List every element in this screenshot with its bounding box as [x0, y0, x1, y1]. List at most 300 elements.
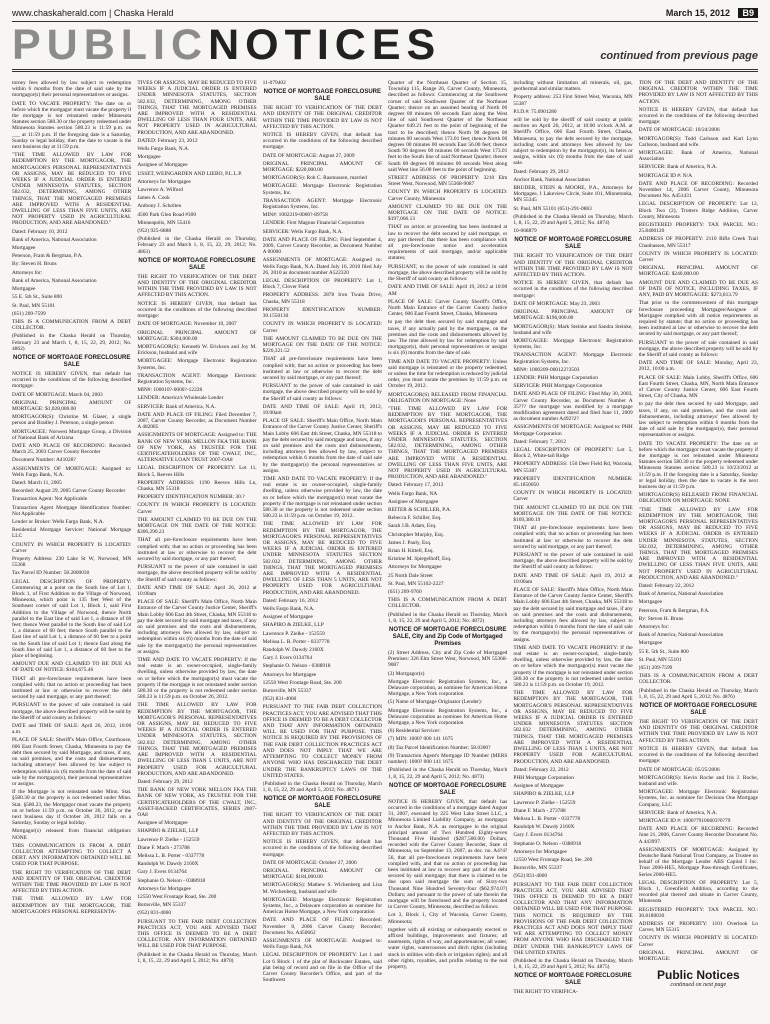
notice-paragraph: TRANSACTION AGENT: Mortgage Electronic Registration Systems, Inc.: [513, 352, 633, 365]
notice-paragraph: SHAPIRO & ZIELKE, LLP: [513, 791, 575, 798]
notice-paragraph: THIS COMMUNICATION IS FROM A DEBT COLLECTOR ATTEMPTING TO COLLECT A DEBT. ANY INFORMATION OBTAINED WILL BE USED FOR THAT PURPOSE.: [12, 842, 132, 868]
notice-paragraph: 12550 West Frontage Road, Ste. 200: [137, 893, 217, 900]
notice-paragraph: Peterson, Fram & Bergman, P.A.: [12, 253, 83, 260]
notice-paragraph: THE AMOUNT CLAIMED TO BE DUE ON THE MORTGAGE ON THE DATE OF THE NOTICE: $169,380.19: [513, 504, 633, 523]
notice-paragraph: LENDER: America's Wholesale Lender: [137, 395, 224, 402]
notice-paragraph: PROPERTY ADDRESS: 1190 Reeves Hills Ln, Chaska, MN 55318: [137, 479, 257, 492]
notice-column-2: [137, 80, 256, 1016]
notice-paragraph: THAT no action or proceeding has been instituted at law to recover the debt secured by said mortgage, or any part thereof; that there has been compliance with all pre-foreclosure notice and acceleration requirements of said mortgage, and/or applicable statutes;: [388, 224, 508, 262]
notice-paragraph: DATE AND TIME OF SALE: April 19, 2012 at 10:00 AM: [388, 284, 508, 297]
notice-paragraph: Diane F. Mach - 273788: [137, 844, 190, 851]
notice-paragraph: THIS IS A COMMUNICATION FROM A DEBT COLLECTOR.: [12, 318, 132, 332]
notice-paragraph: DATE AND PLACE OF RECORDING: Recorded November 14, 2006 Carver County, Minnesota Document No. A451431: [638, 180, 758, 200]
notice-paragraph: USSET, WEINGARDEN AND LIEBO, P.L.L.P.: [137, 170, 242, 177]
notice-paragraph: NOTICE IS HEREBY GIVEN, that default has occurred in the conditions of the following described mortgage:: [638, 745, 758, 765]
section-masthead: [12, 21, 758, 72]
notice-paragraph: Christopher Murphy, Esq.: [388, 531, 444, 538]
notice-paragraph: St. Paul, MN 55102-2227: [388, 580, 444, 587]
notice-paragraph: ASSIGNMENTS OF MORTGAGE: Assigned to: Wells Fargo Bank, N.A. Dated July 16, 2010 filed July 26, 2010 as document number A522320: [262, 257, 382, 276]
notice-paragraph: TIVES OR ASSIGNS, MAY BE REDUCED TO FIVE WEEKS IF A JUDICIAL ORDER IS ENTERED UNDER MINNESOTA STATUTES, SECTION 582.032, DETERMINING, AMONG OTHER THINGS, THAT THE MORTGAGED PREMISES ARE IMPROVED WITH A RESIDENTIAL DWELLING OF LESS THAN FOUR UNITS, ARE NOT PROPERTY USED IN AGRICULTURAL PRODUCTION, AND ARE ABANDONED.: [137, 80, 257, 136]
notice-paragraph: 10-068879: [513, 228, 537, 235]
notice-column-3: [263, 80, 382, 1016]
notice-paragraph: Bank of America, National Association: [12, 277, 97, 284]
notice-paragraph: Dated: February 22, 2012: [638, 583, 695, 590]
notice-paragraph: ASSIGNMENTS OF MORTGAGE: Assigned to: THE BANK OF NEW YORK MELLON FKA THE BANK OF NEW YORK, AS TRUSTEE FOR THE CERTIFICATEHOLDERS OF THE CWALT, INC., ALTERNATIVE LOAN TRUST 2007-OA8: [137, 432, 257, 464]
continued-note: continued from previous page: [600, 50, 758, 62]
notice-paragraph: THE RIGHT TO VERIFICATION OF THE DEBT AND IDENTITY OF THE ORIGINAL CREDITOR WITHIN THE TIME PROVIDED BY LAW IS NOT AFFECTED BY THIS ACTION.: [513, 253, 633, 279]
notice-paragraph: COUNTY IN WHICH PROPERTY IS LOCATED: Carver: [638, 935, 758, 948]
notice-paragraph: DATE OF MORTGAGE: 05/25/2006: [638, 766, 720, 773]
notice-paragraph: LEGAL DESCRIPTION OF PROPERTY: Lot 5, Block 1, Greenfield Addition, according to the recorded plat thereof and situate in Carver County, Minnesota: [638, 879, 758, 905]
notice-paragraph: REITER & SCHILLER, P.A.: [388, 507, 452, 513]
notice-paragraph: MORTGAGEE: Mortgage Electronic Registration Systems, Inc. as nominee for Decision One Mortgage Company, LLC: [638, 789, 758, 808]
notice-paragraph: Attorneys for Mortgagee: [137, 885, 191, 892]
notice-paragraph: THE AMOUNT CLAIMED TO BE DUE ON THE MORTGAGE ON THE DATE OF THE NOTICE: $226,321.52: [262, 335, 382, 355]
notice-paragraph: LEGAL DESCRIPTION OF PROPERTY: Lot 1, Block 7, Clover Field: [262, 278, 382, 291]
notice-paragraph: 55 E. 5th St., Suite 800: [638, 648, 689, 655]
notice-paragraph: Mortgagee: [638, 599, 663, 606]
notice-paragraph: (952) 831-4060: [262, 696, 297, 703]
notice-paragraph: Attorneys for Mortgagee: [137, 178, 191, 185]
notice-paragraph: "THE TIME ALLOWED BY LAW FOR REDEMPTION BY THE MORTGAGOR, THE MORTGAGOR'S PERSONAL REPRESENTATIVES OR ASSIGNS, MAY BE REDUCED TO FIVE WEEKS IF A JUDICIAL ORDER IS ENTERED UNDER MINNESOTA STATUTES, SECTION 582.032, DETERMINING, AMONG OTHER THINGS, THAT THE MORTGAGED PREMISES ARE IMPROVED WITH A RESIDENTIAL DWELLING OF LESS THAN FIVE UNITS, ARE NOT PROPERTY USED IN AGRICULTURAL PRODUCTION, AND ARE ABANDONED.": [388, 405, 508, 481]
notice-paragraph: 12550 West Frontage Road, Ste. 200: [262, 679, 342, 686]
notice-paragraph: COUNTY IN WHICH PROPERTY IS LOCATED: Carver: [262, 321, 382, 334]
notice-paragraph: Assignee of Mortgagee: [137, 162, 188, 169]
notice-paragraph: THAT all pre-foreclosure requirements have been complied with; that no action or proceeding has been instituted at law or otherwise to recover the debt secured by said mortgage, or any part thereof;: [137, 537, 257, 562]
notice-paragraph: St. Paul, MN 55101: [12, 302, 55, 309]
notice-paragraph: (Published in the Chaska Herald on Thursday, February 23 and March 1, 8, 15, 22, 29, 2012; No. 4862): [12, 333, 132, 352]
notice-column-6: [639, 80, 758, 1016]
notice-paragraph: ORIGINAL PRINCIPAL AMOUNT OF MORTGAGE: $196,000.00: [513, 309, 633, 322]
notice-paragraph: (9) Transaction Agent's Mortgage ID Number (MERS number): 1000? 000 141 1675: [388, 752, 508, 766]
notice-paragraph: Stephanie O. Nelson - 0388918: [137, 877, 206, 884]
notice-paragraph: Mortgagee: [12, 245, 36, 252]
notice-paragraph: Dated: March 11, 2005: [12, 479, 62, 486]
notice-paragraph: (651) 209-9760: [388, 589, 422, 596]
notice-paragraph: PURSUANT to the power of sale contained in said mortgage, the above described property will be sold by the Sheriff of said county as follows:: [513, 552, 633, 571]
notice-paragraph: Transaction Agent: Not Applicable: [12, 496, 88, 503]
notice-paragraph: ADDRESS OF PROPERTY: 2110 Rifle Creek Trail Chanhassen, MN 55317: [638, 236, 758, 249]
notice-paragraph: (Published in the Chaska Herald on Thursday, March 1, 8, 15, 22, 29 and April 5, 2012; No. 4871): [262, 780, 382, 794]
notice-paragraph: MIN#: 100010?-0000?-12228: [137, 387, 203, 394]
notice-paragraph: ADDRESS OF PROPERTY: 1101 Overlook Ln Carver, MN 55315: [638, 920, 758, 934]
notice-paragraph: DATE OF MORTGAGE: May 23, 2003: [513, 300, 600, 307]
notice-paragraph: Dated: February 7, 2012: [513, 438, 567, 445]
notice-paragraph: Wells Fargo Bank, N.A.: [137, 146, 190, 153]
notice-paragraph: SERVICER: PHH Mortgage Corporation: [513, 383, 603, 390]
notice-paragraph: By: Steven H. Bruns: [638, 615, 684, 622]
notice-paragraph: Dated: February 10, 2012: [12, 228, 68, 235]
section-title-prefix: PUBLIC: [12, 21, 209, 69]
public-notices-footer: [639, 968, 758, 988]
notice-paragraph: Lawrence A. Wilford: [137, 187, 183, 194]
notice-paragraph: Sarah J.B. Adam, Esq.: [388, 523, 437, 530]
notice-paragraph: PURSUANT TO THE FAIR DEBT COLLECTION PRACTICES ACT, YOU ARE ADVISED THAT THIS OFFICE IS DEEMED TO BE A DEBT COLLECTOR. ANY INFORMATION OBTAINED WILL BE USED FOR THAT PURPOSE.: [137, 918, 257, 950]
notice-paragraph: Dated: February 29, 2012: [513, 168, 569, 175]
notice-paragraph: MORTGAGOR(S) RELEASED FROM FINANCIAL OBLIGATION ON MORTGAGE: NONE: [638, 492, 758, 505]
notice-paragraph: PURSUANT TO THE FAIR DEBT COLLECTION PRACTICES ACT, YOU ARE ADVISED THAT THIS OFFICE IS DEEMED TO BE A DEBT COLLECTOR AND THAT ANY INFORMATION OBTAINED WILL BE USED FOR THAT PURPOSE. THIS NOTICE IS REQUIRED BY THE PROVISIONS OF THE FAIR DEBT COLLECTION PRACTICES ACT AND DOES NOT IMPLY THAT WE ARE ATTEMPTING TO COLLECT MONEY FROM ANYONE WHO HAS DISCHARGED THE DEBT UNDER THE BANKRUPTCY LAWS OF THE UNITED STATES.: [513, 881, 633, 956]
notice-paragraph: MORTGAGEE: Mortgage Electronic Registration Systems, Inc.: [137, 358, 257, 371]
notice-paragraph: Rebecca F. Schiller, Esq.: [388, 515, 442, 522]
notice-paragraph: SHAPIRO & ZIELKE, LLP: [262, 622, 324, 629]
notice-paragraph: THE TIME ALLOWED BY LAW FOR REDEMPTION BY THE MORTGAGOR, THE MORTGAGOR'S PERSONAL REPRESENTATIVES OR ASSIGNS, MAY BE REDUCED TO FIVE WEEKS IF A JUDICIAL ORDER IS ENTERED UNDER MINNESOTA STATUTES, SECTION 582.032 DETERMINING, AMONG OTHER THINGS, THAT THE MORTGAGED PREMISES ARE IMPROVED WITH A RESIDENTIAL DWELLING OF LESS THAN 5 UNITS, ARE NOT PROPERTY USED FOR AGRICULTURAL PRODUCTION, AND ARE ABANDONED.: [137, 702, 257, 777]
notice-paragraph: Melissa L. B. Porter - 0337778: [137, 852, 205, 859]
notice-paragraph: THE AMOUNT CLAIMED TO BE DUE ON THE MORTGAGE ON THE DATE OF THE NOTICE: $306,290.23: [137, 516, 257, 536]
notice-paragraph: COUNTY IN WHICH PROPERTY IS LOCATED: Carver: [137, 502, 257, 515]
notice-paragraph: Gary J. Evers 0134764: [262, 655, 313, 662]
notice-paragraph: DATE TO VACATE PROPERTY: The date on or before which the mortgagor must vacate the property if the mortgage is not reinstated under Minnesota Statutes section 580.30 or the property redeemed under Minnesota Statutes section 580.23 is 10/23/2012 at 11:59 p.m. If the foregoing date is a Saturday, Sunday or legal holiday, then the date to vacate is the next business day at 11:59 p.m.: [638, 440, 758, 490]
page-header: [12, 6, 758, 20]
notice-paragraph: Attorneys for Mortgagee: [262, 671, 317, 678]
notice-paragraph: DATE OF MORTGAGE: March 04, 2003: [12, 391, 103, 398]
notice-paragraph: PROPERTY IDENTIFICATION NUMBER: 30.?: [137, 494, 245, 501]
notice-paragraph: Dated: February 17, 2012: [388, 482, 444, 489]
notice-paragraph: MORTGAGEE: Mortgage Electronic Registration Systems, Inc.: [262, 183, 382, 196]
notice-paragraph: TIME AND DATE TO VACATE PROPERTY: If the real estate is an owner-occupied, single-family dwelling, unless otherwise provided by law, the date on or before which the mortgagor(s) must vacate the property if the mortgage is not reinstated under section 580.30 or the property is not redeemed under section 580.23 is 11:59 p.m. on October 19, 2012.: [262, 475, 382, 520]
notice-heading: NOTICE OF MORTGAGE FORECLOSURE SALE: [388, 782, 507, 796]
notice-paragraph: Attorneys for:: [12, 269, 43, 276]
notice-paragraph: Anchor Bank, National Association: [513, 176, 590, 183]
notice-paragraph: DATE AND PLACE OF RECORDING: Recorded June 21, 2006, Carver County Recorder Document No. A 443997.: [638, 826, 758, 845]
notice-paragraph: Property address: 253 First Street West, Waconia, MN 55387: [513, 94, 633, 107]
notice-paragraph: (952) 831-4060: [513, 873, 548, 880]
notice-heading: NOTICE OF MORTGAGE FORECLOSURE SALE: [12, 354, 131, 368]
notice-paragraph: SERVICER: Bank of America, N.A.: [638, 809, 718, 816]
notice-paragraph: TIME AND DATE TO VACATE PROPERTY: Unless said mortgage is reinstated or the property redeemed, or unless the time for redemption is reduced by judicial order, you must vacate the premises by 11:59 p.m. on October 19, 2012.: [388, 358, 508, 390]
notice-paragraph: Dated: February 16, 2012: [262, 597, 319, 604]
notice-paragraph: Melissa L. B. Porter - 0337778: [262, 638, 330, 645]
notice-paragraph: DATE OF MORTGAGE: August 27, 2009: [262, 152, 355, 159]
notice-paragraph: DATED: February 23, 2012: [137, 137, 198, 144]
notice-paragraph: PLACE OF SALE: Main Lobby, Sheriff's Office, 606 East Fourth Street, Chaska, MN, North Main Entrance of Carver County Justice Center, 606 East Fourth Street, City of Chaska, MN: [638, 374, 758, 400]
notice-paragraph: Mortgagee: [638, 640, 663, 647]
notice-paragraph: Burnsville, MN 55337: [262, 688, 312, 695]
notice-paragraph: Bank of America, National Association: [638, 632, 724, 639]
notice-paragraph: Quarter of the Northeast Quarter of Section 15, Township 115, Range 26, Carver County, Minnesota, described as follows: Commencing at the Southwest corner of said Southwest Quarter of the Northeast Quarter; thence on an assumed bearing of North 00 degrees 00 minutes 00 seconds East along the West line of said Southwest Quarter of the Northeast Quarter 649.21 feet to the point of beginning of the tract to be described; thence North 90 degrees 00 minutes 00 seconds West 173.01 feet; thence North 00 degrees 00 minutes 00 seconds East 56.00 feet; thence South 90 degrees 00 minutes 00 seconds West 173.01 feet to the South line of said Northeast Quarter; thence South 00 degrees 00 minutes 00 seconds West along said West line 56.00 feet to the point of beginning.: [388, 80, 508, 173]
notice-paragraph: REGISTERED PROPERTY: TAX PARCEL NO.: 25.8400120: [638, 222, 758, 235]
notice-paragraph: PROPERTY IDENTIFICATION NUMBER: 85.1850050: [513, 475, 633, 488]
notice-paragraph: Wells Fargo Bank, N.A.: [262, 606, 315, 613]
notice-paragraph: THE TIME ALLOWED BY LAW FOR REDEMPTION BY THE MORTGAGOR, THE MORTGAGOR'S PERSONAL REPRESENTATIVES OR ASSIGNS, MAY BE REDUCED TO FIVE WEEKS IF A JUDICIAL ORDER IS ENTERED UNDER MINNESOTA STATUTES SECTION 582.032 DETERMINING, AMONG OTHER THINGS, THAT THE MORTGAGED PREMISES ARE IMPROVED WITH A RESIDENTIAL DWELLING OF LESS THAN 5 UNITS, ARE NOT PROPERTY USED FOR AGRICULTURAL PRODUCTION, AND ARE ABANDONED.: [262, 521, 382, 596]
notice-paragraph: THAT all pre-foreclosure requirements have been complied with; that no action or proceeding has been instituted at law or otherwise to recover the debt secured by said mortgage, or any part thereof;: [12, 675, 132, 701]
notice-paragraph: Assignee of Mortgagee: [513, 783, 564, 790]
notice-paragraph: AMOUNT CLAIMED TO BE DUE ON THE MORTGAGE ON THE DATE OF NOTICE: $197,066.13: [388, 203, 508, 223]
notice-paragraph: Anthony J. Scholten: [137, 203, 182, 210]
notice-paragraph: St. Paul, MN 55101 (651)-291-0883: [513, 205, 592, 212]
notice-paragraph: Randolph W. Dawdy 2160X: [137, 861, 199, 868]
notice-paragraph: PURSUANT to the power of sale contained in said mortgage, the above described property will be sold by the Sheriff of said county as follows:: [137, 564, 257, 583]
notice-paragraph: 4500 Park Glen Road #300: [137, 211, 197, 218]
notice-paragraph: PROPERTY ADDRESS: 2878 Iron Twain Drive, Chaska, MN 55318: [262, 292, 382, 305]
notice-paragraph: THIS IS A COMMUNICATION FROM A DEBT COLLECTOR.: [638, 673, 758, 686]
notice-paragraph: Diane F. Mach - 273788: [513, 807, 566, 814]
notice-paragraph: NOTICE IS HEREBY GIVEN, that default has occurred in the conditions of the following described mortgage:: [513, 280, 633, 299]
notice-paragraph: Lender or Broker: Wells Fargo Bank, N.A.: [12, 518, 105, 525]
notice-paragraph: THE TIME ALLOWED BY LAW FOR REDEMPTION BY THE MORTGAGOR, THE MORTGAGOR'S PERSONAL REPRESENTA-: [12, 896, 132, 915]
notice-paragraph: Lawrence P. Zielke - 152559: [262, 630, 325, 637]
notice-paragraph: James J. Pauly, Esq.: [388, 539, 432, 546]
notice-paragraph: MORTGAGOR(S) RELEASED FROM FINANCIAL OBLIGATION ON MORTGAGE: None: [388, 391, 508, 404]
notice-paragraph: MIN#: 1000209-000122?3503: [513, 366, 580, 373]
notice-paragraph: Bank of America, National Association: [638, 591, 724, 598]
notice-paragraph: PLACE OF SALE: Carver County Sheriff's Office, North Main Entrance of the Carver County Justice Center, 606 East Fourth Street, Chaska, Minnesota: [388, 298, 508, 318]
notice-paragraph: 12550 West Frontage Road, Ste. 200: [513, 856, 593, 863]
notice-paragraph: MORTGAGE ID #: 1000?79100603?0?79: [638, 817, 731, 824]
notice-paragraph: THE RIGHT TO VERIFICATION OF THE DEBT AND IDENTITY OF THE ORIGINAL CREDITOR WITHIN THE TIME PROVIDED BY LAW IS NOT AFFECTED BY THIS ACTION.: [638, 719, 758, 744]
notice-paragraph: TIME AND DATE TO VACATE PROPERTY: If the real estate is an owner-occupied, single-family dwelling, unless otherwise provided by law, the date on or before which the mortgagor(s) must vacate the property if the mortgage is not reinstated under section 580.30 or the property is not redeemed under section 580.23 is 11:59 p.m. on October 26, 2012.: [137, 657, 257, 701]
notice-paragraph: Gary J. Evers 0134764: [137, 869, 187, 876]
notice-paragraph: Assignee of Mortgagee: [388, 498, 439, 505]
notice-paragraph: NOTICE IS HEREBY GIVEN, that default has occurred in the conditions of the following described mortgage:: [137, 300, 257, 320]
notice-paragraph: Tax Parcel ID Number: 58.2800030: [12, 570, 90, 577]
notice-paragraph: 25 North Dale Street: [388, 572, 433, 579]
notice-paragraph: REGISTERED PROPERTY: TAX PARCEL NO.: 30.8180030: [638, 906, 758, 919]
notice-paragraph: MORTGAGOR(S): Rob C. Rasmussen, married: [262, 175, 367, 182]
notice-paragraph: Randolph W. Dawdy 2160X: [513, 824, 575, 831]
notice-paragraph: James A. Cook: [137, 195, 170, 202]
notice-paragraph: PROPERTY ADDRESS: 150 Deer Field Rd, Waconia, MN 55387: [513, 461, 633, 474]
notice-paragraph: ORIGINAL PRINCIPAL AMOUNT OF MORTGAGE: $184,000.00: [262, 867, 382, 881]
notice-paragraph: Property Address: 230 Lake St W, Norwood, MN 55368: [12, 556, 132, 569]
notice-paragraph: DATE and TIME OF SALE: April 26, 2012, 10:00 a.m.: [12, 723, 132, 736]
notice-paragraph: TION OF THE DEBT AND IDENTITY OF THE ORIGINAL CREDITOR WITHIN THE TIME PROVIDED BY LAW IS NOT AFFECTED BY THIS ACTION.: [638, 80, 758, 105]
notice-paragraph: LEGAL DESCRIPTION OF PROPERTY: Commencing at a point on the South line of Lot 1, Block 1, of First Addition to the Village of Norwood, Minnesota, which point is 135 feet West of the Southeast corner of said Lot 1, Block 1, said First Addition to the Village of Norwood, thence North parallel to the East line of said Lot 1, a distance of 60 feet; thence West parallel to the South line of said Lot 1, a distance of 60 feet; thence South parallel to the East line of said Lot 1, a distance of 60 feet to a point on the South line of said Lot 1; thence East along the South line of said Lot 1, a distance of 60 feet to the place of beginning.: [12, 578, 132, 660]
notice-paragraph: Gary J. Evers 0134764: [513, 832, 563, 839]
notice-paragraph: AMOUNT DUE AND CLAIMED TO BE DUE AS OF DATE OF NOTICE, INCLUDING TAXES, IF ANY, PAID BY MORTGAGEE: $273,813.79: [638, 279, 758, 299]
notice-heading: NOTICE OF MORTGAGE FORECLOSURE SALE: [514, 973, 632, 987]
notice-paragraph: DATE AND TIME OF SALE: April 26, 2012 at 10:00am: [137, 584, 257, 598]
notice-paragraph: Stephanie O. Nelson - 0388918: [262, 663, 331, 670]
notice-paragraph: ASSIGNMENTS OF MORTGAGE: Assigned by Deutsche Bank National Trust Company, as Trustee on behalf of the Mortgage Lender ABS Capital I Inc. Trust 2006-HE5, Mortgage Pass-through Certificates, Series 2006-HE5.: [638, 846, 758, 878]
notice-paragraph: DATE AND PLACE OF FILING: Filed December 7, 2007, Carver County Recorder, as Document Number A 482085: [137, 411, 257, 431]
notice-paragraph: COUNTY IN WHICH PROPERTY IS LOCATED: Carver County, Minnesota: [388, 189, 508, 202]
notice-paragraph: COUNTY IN WHICH PROPERTY IS LOCATED: Carver: [12, 541, 132, 554]
notice-paragraph: PURSUANT, to the power of sale contained in said mortgage, the above described property will be sold by the Sheriff of said county as follows:: [388, 263, 508, 283]
notice-paragraph: MORTGAGOR(S): Mark Steinke and Sandra Steinke, husband and wife: [513, 323, 633, 336]
notice-column-5: [513, 80, 632, 1016]
notice-paragraph: Residential Mortgage Servicer: National Mortgage LLC: [12, 527, 132, 540]
notice-paragraph: Attorneys for Mortgagee: [513, 848, 567, 855]
notice-paragraph: DATE AND TIME OF SALE: April 19, 2012 at 10:00am: [513, 572, 633, 585]
notice-paragraph: NOTICE IS HEREBY GIVEN, that default has occurred in the conditions of the following described mortgage:: [262, 839, 382, 858]
notice-paragraph: Mortgage Electronic Registration Systems, Inc., a Delaware corporation as nominee for American Home Mortgage, a New York corporation: [388, 707, 508, 727]
notice-paragraph: PHH Mortgage Corporation: [513, 774, 574, 781]
notice-paragraph: torney fees allowed by law subject to redemption within 6 months from the date of said sale by the mortgagor(s) their personal representatives or assigns.: [12, 80, 132, 99]
section-title-main: NOTICES: [208, 21, 442, 69]
notice-paragraph: MIN#: 1002219-0000?-89758: [262, 212, 328, 219]
notice-paragraph: DATE OF MORTGAGE: November 10, 2007: [137, 321, 237, 328]
notice-heading: NOTICE OF MORTGAGE FORECLOSURE SALE: [263, 89, 381, 103]
notice-paragraph: Wells Fargo Bank, NA: [388, 490, 438, 497]
notice-paragraph: DATE AND PLACE OF FILING: Recorded: November 8, 2006 Carver County Recorder; Document No. A450662: [262, 917, 382, 936]
notice-paragraph: to pay the debt then secured by said Mortgage, and taxes, if any, on said premises, and the costs and disbursements, including attorneys' fees allowed by law subject to redemption within 6 months from the date of said sale by the mortgagor(s), their personal representatives or assigns.: [638, 401, 758, 439]
notice-paragraph: TIME AND DATE TO VACATE PROPERTY: If the real estate is an owner-occupied, single-family dwelling, unless otherwise provided by law, the date on or before which the mortgagor(s) must vacate the property if the mortgage is not reinstated under section 580.30 or the property is not redeemed under section 580.23 is 11:59 p.m. on October 19, 2012.: [513, 644, 633, 689]
notice-paragraph: THAT all pre-foreclosure requirements have been complied with; that no action or proceeding has been instituted at law or otherwise to recover the debt secured by said mortgage, or any part thereof;: [262, 356, 382, 381]
notice-paragraph: Kristine M. Spiegelhoff, Esq.: [388, 556, 452, 563]
notice-paragraph: MORTGAGEE: Mortgage Electronic Registration Systems, Inc.: [513, 337, 633, 351]
notice-paragraph: Randolph W. Dawdy 2160X: [262, 647, 324, 654]
notice-paragraph: MORTGAGOR(S): Christine M. Glaser, a single person and Bradley J. Peterson, a single person: [12, 414, 132, 427]
notice-paragraph: PLACE OF SALE: Sheriff's Main Office, North Main Entrance of the Carver County Justice Center, Sheriff's Main Lobby 606 East 4th Street, Chaska, MN 55318 to pay the debt secured by said mortgage and taxes, if any on said premises and the costs and disbursements, including attorneys fees allowed by law, subject to redemption within six (6) months from the date of said sale by the mortgagor(s) the personal representatives or assigns.: [137, 599, 257, 655]
notice-paragraph: (651) 209-7599: [638, 665, 673, 672]
notice-paragraph: Brian H. Kittell, Esq.: [388, 548, 434, 555]
notice-paragraph: (7) MIN: 1000? 000 141 1675: [388, 736, 454, 743]
notice-paragraph: Assignee of Mortgagee: [262, 614, 313, 621]
notice-paragraph: will be sold by the sheriff of said county at public auction on April 26, 2012, at 10:00 o'clock A.M. at Sheriff's Office, 606 East Fourth Street, Chaska, Minnesota, to pay the debt secured by the mortgage, including costs and attorneys fees allowed by law subject to redemption by the mortgagor(s), its heirs or assigns, within six (6) months from the date of said sale.: [513, 117, 633, 167]
notice-paragraph: DATE AND TIME OF SALE: April 19, 2012, 10:00am: [262, 403, 382, 416]
notice-paragraph: (2) Street Address, City and Zip Code of Mortgaged Premises: 326 Elm Street West, Norwood, MN 55368-9087: [388, 650, 508, 669]
notice-paragraph: "THE TIME ALLOWED BY LAW FOR REDEMPTION BY THE MORTGAGOR, THE MORTGAGOR'S PERSONAL REPRESENTATIVES OR ASSIGNS, MAY BE REDUCED TO FIVE WEEKS IF A JUDICIAL ORDER IS ENTERED UNDER MINNESOTA STATUTES, SECTION 582.032, DETERMINING, AMONG OTHER THINGS, THAT THE MORTGAGED PREMISES ARE IMPROVED WITH A RESIDENTIAL DWELLING OF LESS THAN FIVE UNITS, ARE NOT PROPERTY USED IN AGRICULTURAL PRODUCTION, AND ARE ABANDONED.": [12, 152, 132, 227]
notice-paragraph: Mortgage Electronic Registration Systems, Inc., a Delaware corporation, as nominee for American Home Mortgage, a New York corporation: [388, 678, 508, 698]
notice-paragraph: ORIGINAL PRINCIPAL AMOUNT OF MORTGAGE: $220,000.00: [262, 160, 382, 174]
notice-paragraph: "THE TIME ALLOWED BY LAW FOR REDEMPTION BY THE MORTGAGOR, THE MORTGAGOR'S PERSONAL REPRESENTATIVES OR ASSIGNS, MAY BE REDUCED TO FIVE WEEKS IF A JUDICIAL ORDER IS ENTERED UNDER MINNESOTA STATUTES, SECTION 582.032, DETERMINING, AMONG OTHER THINGS, THAT THE MORTGAGED PREMISES ARE IMPROVED WITH A RESIDENTIAL DWELLING OF LESS THAN FIVE UNITS, ARE NOT PROPERTY USED IN AGRICULTURAL PRODUCTION, AND ARE ABANDONED.": [638, 506, 758, 581]
notice-paragraph: ORIGINAL PRINCIPAL AMOUNT OF MORTGAGE: $1,028,000.00: [12, 399, 132, 412]
page-number-badge: B9: [738, 8, 758, 18]
notice-paragraph: NOTICE IS HEREBY GIVEN, that default has occurred in the conditions of a mortgage dated August 31, 2007, executed by 225 West Lake Street LLC, a Minnesota Limited Liability Company, as mortgagor to Anchor Bank, N.A. as mortgagee in the original principal amount of Two Hundred Eighty-seven Thousand Five Hundred ($287,500.00) Dollars, recorded with the Carver County Recorder, State of Minnesota, on September 13, 2007, as doc. no. A4?4?56, that all pre-foreclosure requirements have been complied with, and that no action or proceeding has been instituted at law to recover any part of the debt secured by said mortgage; that there is claimed to be due upon said mortgage the sum of Sixty-two Thousand Nine Hundred Seventy-four ($62,974.07) Dollars; and pursuant to the power of sale therein the mortgage will be foreclosed and the property located in Carver County, Minnesota, described as follows:: [388, 798, 508, 911]
notice-paragraph: If the Mortgage is not reinstated under Minn. Stat. §580.30 or the property is not redeemed under Minn. Stat. §580.23, the Mortgagor must vacate the property on or before 11:59 p.m. on October 26, 2012, or the next business day if October 26, 2012 falls on a Saturday, Sunday or legal holiday.: [12, 789, 132, 827]
notice-paragraph: (6) Residential Servicer:: [388, 728, 441, 735]
notice-paragraph: (Published in the Chaska Herald on Thursday, March 1, 8, 15, 22, 29 and April 5, 2012; No. 4870): [137, 951, 257, 964]
notice-paragraph: THE RIGHT TO VERIFICATION OF THE DEBT AND IDENTITY OF THE ORIGINAL CREDITOR WITHIN THE TIME PROVIDED BY LAW IS NOT AFFECTED BY THIS ACTION.: [262, 812, 382, 837]
notice-paragraph: NOTICE IS HEREBY GIVEN, that default has occurred in the conditions of the following described mortgage:: [262, 132, 382, 151]
notice-paragraph: THE RIGHT TO VERIFICATION OF THE DEBT AND IDENTITY OF THE ORIGINAL CREDITOR WITHIN THE TIME PROVIDED BY LAW IS NOT AFFECTED BY THIS ACTION.: [137, 273, 257, 299]
notice-paragraph: DATE AND PLACE OF FILING: Filed May 30, 2003, Carver County Recorder, as Document Number A 35??? the mortgage was modified by a mortgage modification agreement dated and filed June 11, 2009 as document number A492?2?: [513, 391, 633, 423]
notice-paragraph: AMOUNT DUE AND CLAIMED TO BE DUE AS OF DATE OF NOTICE: $104,675.46: [12, 661, 132, 674]
notice-heading: NOTICE OF MORTGAGE FORECLOSURE SALE, City and Zip Code of Mortgaged Premises: [388, 627, 507, 648]
notice-paragraph: By: Steven H. Bruns: [12, 261, 57, 268]
notice-heading: NOTICE OF MORTGAGE FORECLOSURE SALE: [639, 703, 757, 717]
notice-paragraph: Assignee of Mortgagee: [137, 820, 188, 827]
section-title: [12, 23, 441, 67]
notice-paragraph: 55 E. 5th St., Suite 800: [12, 294, 63, 301]
notice-paragraph: (651) 209-7599: [12, 310, 46, 317]
notice-paragraph: Lawrence P. Zielke - 152559: [137, 836, 200, 843]
notice-paragraph: THE TIME ALLOWED BY LAW FOR REDEMPTION BY THE MORTGAGOR, THE MORTGAGOR'S PERSONAL REPRESENTATIVES OR ASSIGNS, MAY BE REDUCED TO FIVE WEEKS IF A JUDICIAL ORDER IS ENTERED UNDER MINNESOTA STATUTES SECTION 582.032 DETERMINING, AMONG OTHER THINGS, THAT THE MORTGAGED PREMISES ARE IMPROVED WITH A RESIDENTIAL DWELLING OF LESS THAN 5 UNITS, ARE NOT PROPERTY USED FOR AGRICULTURAL PRODUCTION, AND ARE ABANDONED.: [513, 690, 633, 765]
notice-heading: NOTICE OF MORTGAGE FORECLOSURE SALE: [514, 237, 632, 251]
notice-paragraph: Document Number: A41028?: [12, 457, 76, 464]
notice-paragraph: COUNTY IN WHICH PROPERTY IS LOCATED: Carver: [513, 490, 633, 503]
notice-paragraph: together with all existing or subsequently erected or affixed buildings, improvements and fixtures; all easements, rights of way, and appurtenances; all water, water rights, watercourses and ditch rights (including stock in utilities with ditch or irrigation rights); and all other rights, royalties, and profits relating to the real property,: [388, 926, 508, 970]
notice-paragraph: MORTGAGOR(S): Kevin Roche and Iris J. Roche, husband and wife.: [638, 774, 758, 787]
notice-paragraph: Melissa L. B. Porter - 0337778: [513, 815, 581, 822]
notice-heading: NOTICE OF MORTGAGE FORECLOSURE SALE: [138, 257, 256, 271]
notice-paragraph: Bank of America, National Association: [12, 236, 97, 243]
notice-paragraph: DATE OF MORTGAGE: October 27, 2006: [262, 859, 357, 866]
notice-paragraph: (Published in the Chaska Herald on Thursday, March 1, 8, 15, 22, 29 and April 5, 2012; No. 4872): [388, 611, 508, 624]
notice-paragraph: THE RIGHT TO VERIFICA-: [513, 989, 578, 996]
notice-paragraph: Burnsville, MN 55337: [513, 865, 562, 872]
notice-paragraph: (952) 925-6888: [137, 228, 172, 235]
public-notices-title: Public Notices: [656, 968, 740, 983]
notice-paragraph: ASSIGNMENTS OF MORTGAGE: Assigned to: Wells Fargo Bank, N.A.: [12, 465, 132, 478]
notice-paragraph: THE RIGHT TO VERIFICATION OF THE DEBT AND IDENTITY OF THE ORIGINAL CREDITOR WITHIN THE TIME PROVIDED BY LAW IS NOT AFFECTED BY THIS ACTION.: [262, 105, 382, 130]
notice-paragraph: TRANSACTION AGENT: Mortgage Electronic Registration Systems, Inc.: [262, 197, 382, 211]
notice-paragraph: COUNTY IN WHICH PROPERTY IS LOCATED: Carver: [638, 250, 758, 264]
notice-paragraph: Mortgagee: [137, 154, 161, 161]
notice-paragraph: PURSUANT TO THE FAIR DEBT COLLECTION PRACTICES ACT, YOU ARE ADVISED THAT THIS OFFICE IS DEEMED TO BE A DEBT COLLECTOR AND THAT ANY INFORMATION OBTAINED WILL BE USED FOR THAT PURPOSE. THIS NOTICE IS REQUIRED BY THE PROVISIONS OF THE FAIR DEBT COLLECTION PRACTICES ACT AND DOES NOT IMPLY THAT WE ARE ATTEMPTING TO COLLECT MONEY FROM ANYONE WHO HAS DISCHARGED THE DEBT UNDER THE BANKRUPTCY LAWS OF THE UNITED STATES.: [262, 704, 382, 779]
notice-paragraph: Minneapolis, MN 55416: [137, 219, 191, 226]
notice-paragraph: LENDER: First Magnus Financial Corporation: [262, 220, 365, 227]
notice-paragraph: (Published in the Chaska Herald on Thursday, February 23 and March 1, 8, 15, 22, 29, 2012; No. 4863): [137, 236, 257, 255]
notice-paragraph: Lot 3, Block 1, City of Waconia, Carver County, Minnesota;: [388, 912, 508, 925]
notice-paragraph: DATE AND TIME OF SALE: Monday, April 23, 2012, 10:00 a.m.: [638, 360, 758, 373]
notice-paragraph: SERVICER: Wells Fargo Bank, N.A.: [262, 228, 343, 235]
notice-column-4: [388, 80, 507, 1016]
notice-paragraph: Mortgagor(s) released from financial obligation: NONE: [12, 828, 132, 841]
header-date-block: [666, 8, 758, 18]
notice-paragraph: Dated: February 22, 2012: [513, 766, 569, 773]
notice-paragraph: LEGAL DESCRIPTION OF PROPERTY: Lot 5, Block 2, White-tail Ridge: [513, 446, 633, 460]
notice-paragraph: LEGAL DESCRIPTION OF PROPERTY: Lot 11, Block 5, Reeves Hills: [137, 465, 257, 478]
notice-paragraph: St. Paul, MN 55101: [638, 656, 682, 663]
notice-paragraph: MORTGAGOR(S): Todd Carlsson and Kari Lynn Carlsson, husband and wife.: [638, 135, 758, 148]
notice-paragraph: ORIGINAL PRINCIPAL AMOUNT OF MORTGAGE: $240,000.00: [638, 265, 758, 278]
notice-paragraph: DATE AND PLACE OF FILING: Filed September 4, 2009, Carver County Recorder, as Document Number A 00000: [262, 236, 382, 256]
notice-paragraph: DATE AND PLACE OF RECORDING: Recorded: March 25, 2003 Carver County Recorder: [12, 442, 132, 456]
notice-paragraph: MORTGAGEE: Bank of America, National Association: [638, 150, 758, 163]
notice-paragraph: LENDER: PHH Mortgage Corporation: [513, 374, 598, 381]
notice-paragraph: STREET ADDRESS OF PROPERTY: 3210 Elm Street West, Norwood, MN 55368-9087: [388, 175, 508, 188]
notice-paragraph: PLACE OF SALE: Sheriff's Main Office, North Main Entrance of the Carver County Justice Center, Sheriff's Main Lobby 606 East 4th Street, Chaska, MN 55318 to pay the debt secured by said mortgage and taxes, if any on said premises and the costs and disbursements, including attorneys fees allowed by law, subject to redemption within 6 months from the date of said sale by the mortgagor(s) the personal representatives or assigns.: [262, 418, 382, 474]
notice-paragraph: SERVICER: Bank of America, N.A.: [137, 403, 216, 410]
notice-paragraph: ASSIGNMENTS OF MORTGAGE: Assigned to: Wells Fargo Bank, NA: [262, 937, 382, 951]
notice-paragraph: PLACE OF SALE: Sheriff's Main Office, Courthouse, 606 East Fourth Street, Chaska, Minnesota to pay the debt then secured by said Mortgage, and taxes, if any, on said premises, and the costs and disbursements, including attorneys' fees allowed by law subject to redemption within six (6) months from the date of said sale by the mortgagor(s), their personal representatives or assigns.: [12, 737, 132, 787]
notice-paragraph: That prior to the commencement of this mortgage foreclosure proceeding Mortgagee/Assignee of Mortgagee complied with all notice requirements as required by statute; that no action or proceeding has been instituted at law or otherwise to recover the debt secured by said mortgage, or any part thereof;: [638, 300, 758, 338]
public-notices-continued: continued on next page: [670, 982, 727, 989]
notice-paragraph: (Published in the Chaska Herald on Thursday, March 1, 8, 15, 22, 29 and April 5, 2012; No. 4874): [513, 213, 633, 227]
notice-paragraph: Dated: February 29, 2012: [137, 778, 193, 785]
notice-paragraph: NOTICE IS HEREBY GIVEN, that default has occurred in the conditions of the following described mortgage:: [638, 106, 758, 126]
notice-paragraph: (952) 831-4060: [137, 910, 172, 917]
issue-date: March 15, 2012: [665, 8, 730, 18]
notice-paragraph: Mortgagee: [12, 286, 36, 293]
notice-paragraph: DATE TO VACATE PROPERTY: The date on or before which the mortgagor must vacate the property if the mortgage is not reinstated under Minnesota Statutes section 580.30 or the property redeemed under Minnesota Statutes section 580.23 is 11:59 p.m. on ___ at 11:59 p.m. If the foregoing date is a Saturday, Sunday or legal holiday, then the date to vacate is the next business day at 11:59 p.m.: [12, 100, 132, 151]
notice-paragraph: P.I.D.#: 75.0901280: [513, 108, 557, 115]
notice-paragraph: SHAPIRO & ZIELKE, LLP: [137, 828, 199, 835]
notice-paragraph: THIS IS A COMMUNICATION FROM A DEBT COLLECTOR.: [388, 597, 508, 610]
notice-paragraph: PURSUANT to the power of sale contained in said mortgage, the above described property will be sold by the Sheriff of said county as follows:: [638, 339, 758, 358]
notice-paragraph: Attorneys for:: [638, 624, 670, 631]
notice-paragraph: ORIGINAL PRINCIPAL AMOUNT OF MORTGAGE:: [638, 949, 758, 962]
notice-paragraph: (3) Mortgagor(s): [388, 670, 425, 677]
notice-paragraph: DATE OF MORTGAGE: 10/24/2006: [638, 127, 720, 134]
notice-paragraph: Lawrence P. Zielke - 152559: [513, 799, 576, 806]
notice-paragraph: Attorneys for Mortgagee: [388, 564, 442, 571]
notice-paragraph: LEGAL DESCRIPTION OF PROPERTY: Lot 1 and Lot 6 Block 1 of the plat of Rockwater Estates, said plat being of record and on file in the Office of the Carver County Recorder's Office, and part of the Southwest: [262, 952, 382, 984]
notice-paragraph: (Published in the Chaska Herald on Thursday, March 1, 8, 15, 22, 29 and April 5, 2012; No. 4875): [513, 957, 633, 971]
notice-paragraph: MORTGAGOR(S): Mathew S. Wichenberg and Lisa M. Wichenberg, husband and wife: [262, 882, 382, 895]
notice-paragraph: (5) Name of Mortgage Originator (Lender):: [388, 699, 483, 706]
notice-paragraph: to pay the debt then secured by said mortgage and taxes, if any actually paid by the mortgagee, on the premises and the costs and disbursements allowed by law. The time allowed by law for redemption by said mortgagor(s), their personal representatives or assigns is six (6) months from the date of sale.: [388, 319, 508, 357]
notice-paragraph: TRANSACTION AGENT: Mortgage Electronic Registration Systems, Inc.: [137, 372, 257, 385]
notice-paragraph: LEGAL DESCRIPTION OF PROPERTY: Lot 12, Block Two (2), Trotters Ridge Addition, Carver County, Minnesota: [638, 201, 758, 220]
notice-paragraph: Stephanie O. Nelson - 0388918: [513, 840, 582, 847]
notice-paragraph: MORTGAGOR(S): Kenneth W. Erickson and Joy M. Erickson, husband and wife: [137, 343, 257, 357]
notice-heading: NOTICE OF MORTGAGE FORECLOSURE SALE: [263, 796, 381, 810]
notice-paragraph: Transaction Agent Mortgage Identification Number: Not Applicable: [12, 504, 132, 517]
notice-paragraph: SERVICER: Bank of America, N.A.: [638, 164, 718, 171]
notice-paragraph: Peterson, Fram & Bergman, P.A.: [638, 607, 710, 614]
notice-paragraph: BRUDER, STEIN & MOORE, P.A., Attorneys for Mortgagee, 1 Lakeview Circle, Suite 101, Minnetonka, MN 55345: [513, 185, 633, 204]
notice-paragraph: PURSUANT to the power of sale contained in said mortgage, the above described property will be sold by the Sheriff of said county as follows:: [12, 702, 132, 721]
notice-paragraph: THE BANK OF NEW YORK MELLON FKA THE BANK OF NEW YORK, AS TRUSTEE FOR THE CERTIFICATEHOLDERS OF THE CWALT, INC., ASSET-BACKED CERTIFICATES, SERIES 2007-OA8: [137, 787, 257, 818]
notice-paragraph: Recorded: August 29, 2005 Carver County Recorder: [12, 488, 126, 495]
notice-paragraph: (Published in the Chaska Herald on Thursday, March 1, 8, 15, 22, 29 and April 5, 2012; No. 4873): [388, 767, 508, 780]
notice-paragraph: including without limitation all minerals, oil, gas, geothermal and similar matters.: [513, 80, 633, 93]
notice-paragraph: PLACE OF SALE: Sheriff's Main Office, North Main Entrance of the Carver County Justice Center, Sheriff's Main Lobby 606 East 4th Street, Chaska, MN 55318 to pay the debt secured by said mortgage and taxes, if any on said premises and the costs and disbursements, including attorneys fees allowed by law, subject to redemption within 6 months from the date of said sale by the mortgagor(s) the personal representatives or assigns.: [513, 587, 633, 643]
notice-paragraph: PURSUANT to the power of sale contained in said mortgage, the above described property will be sold by the Sheriff of said county as follows:: [262, 383, 382, 402]
notice-paragraph: (8) Tax Parcel Identification Number: 58.0300?: [388, 744, 491, 751]
